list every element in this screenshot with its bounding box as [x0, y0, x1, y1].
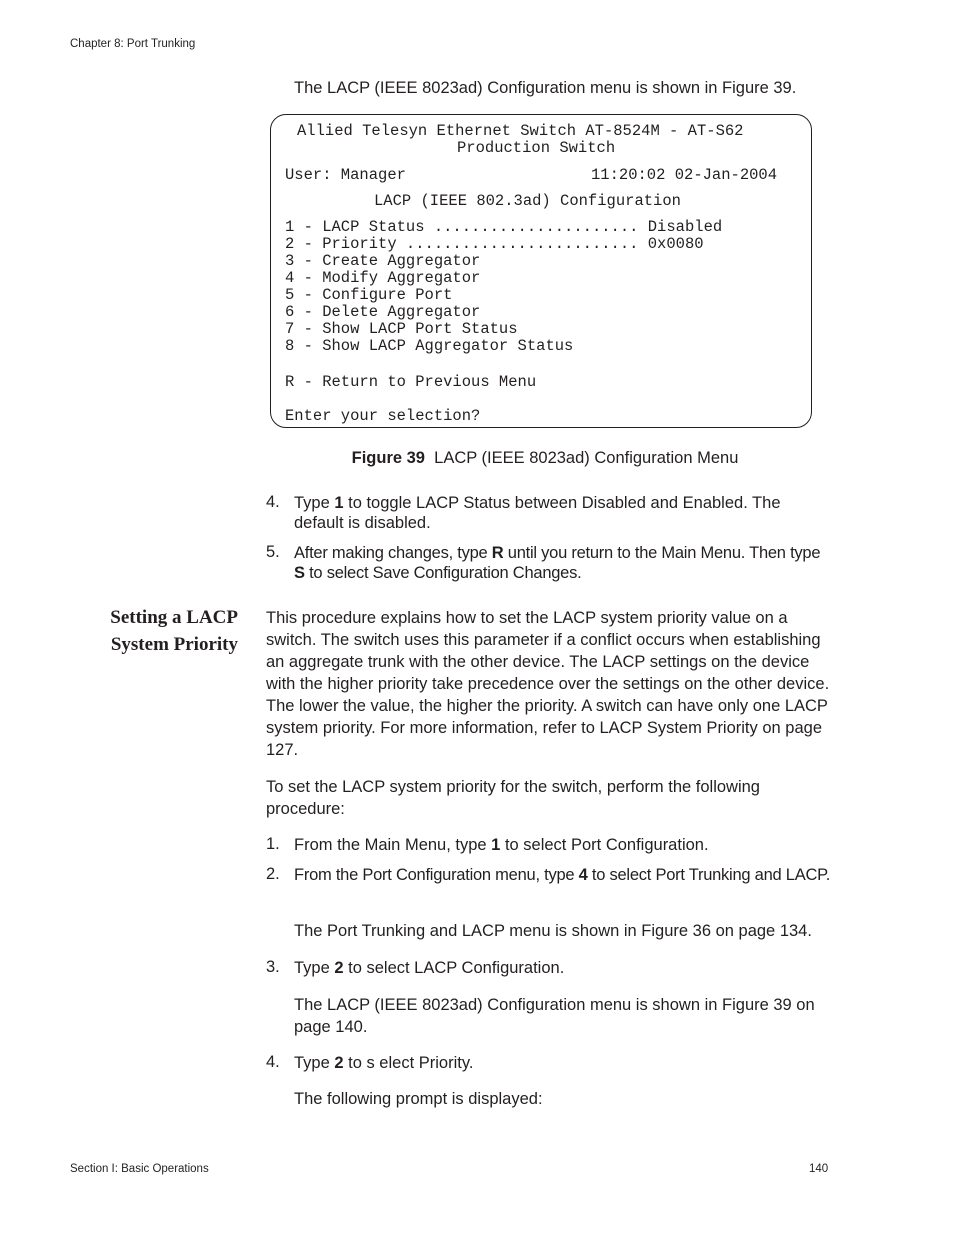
step-text: Type 1 to toggle LACP Status between Disabled and Enabled. The default is disabled. — [294, 494, 781, 532]
step-text: From the Port Configuration menu, type 4 to select Port Trunking and LACP. — [294, 866, 831, 884]
section-heading: Setting a LACP System Priority — [110, 607, 238, 655]
terminal-title-line1: Allied Telesyn Ethernet Switch AT-8524M - AT-S62 — [297, 122, 744, 140]
terminal-menu-item: 1 - LACP Status ...................... Disabled — [285, 218, 723, 236]
step-note: The LACP (IEEE 8023ad) Configuration menu is shown in Figure 39 on page 140. — [294, 996, 815, 1036]
terminal-screen — [270, 114, 812, 428]
terminal-datetime: 11:20:02 02-Jan-2004 — [591, 166, 778, 184]
step-number: 4. — [266, 1053, 280, 1071]
terminal-menu-item: 3 - Create Aggregator — [285, 252, 481, 270]
running-header: Chapter 8: Port Trunking — [70, 38, 196, 50]
terminal-menu-item: 5 - Configure Port — [285, 286, 453, 304]
step-note: The Port Trunking and LACP menu is shown in Figure 36 on page 134. — [294, 922, 812, 940]
step-text: Type 2 to select LACP Configuration. — [294, 959, 565, 977]
step-note: The following prompt is displayed: — [294, 1090, 543, 1108]
footer-section: Section I: Basic Operations — [70, 1163, 209, 1175]
terminal-menu-list — [285, 219, 722, 355]
terminal-return-item: R - Return to Previous Menu — [285, 373, 537, 391]
step-number: 4. — [266, 493, 280, 511]
step-text: From the Main Menu, type 1 to select Port Configuration. — [294, 836, 709, 854]
terminal-menu-item: 2 - Priority ......................... 0x0080 — [285, 235, 704, 253]
terminal-user: User: Manager — [285, 166, 406, 184]
step-number: 5. — [266, 543, 280, 561]
section-paragraph: This procedure explains how to set the LACP system priority value on a switch. The switch uses this parameter if a conflict occurs when establishing an aggregate trunk with the other device. The LACP settings on the device with the higher priority take precedence over the settings on the other device. The lower the value, the higher the priority. A switch can have only one LACP system priority. For more information, refer to LACP System Priority on page 127. — [266, 609, 830, 759]
figure-label: Figure 39 — [351, 449, 425, 467]
terminal-menu-title: LACP (IEEE 802.3ad) Configuration — [374, 192, 681, 210]
step-number: 2. — [266, 865, 280, 883]
terminal-menu-item: 4 - Modify Aggregator — [285, 269, 481, 287]
terminal-prompt: Enter your selection? — [285, 407, 481, 425]
page-number: 140 — [809, 1163, 829, 1175]
step-text: After making changes, type R until you return to the Main Menu. Then type S to select Save Configuration Changes. — [294, 544, 821, 582]
terminal-title-line2: Production Switch — [457, 139, 616, 157]
terminal-menu-item: 7 - Show LACP Port Status — [285, 320, 518, 338]
step-number: 1. — [266, 835, 280, 853]
step-number: 3. — [266, 958, 280, 976]
step-text: Type 2 to s elect Priority. — [294, 1054, 474, 1072]
figure-intro-text: The LACP (IEEE 8023ad) Configuration menu is shown in Figure 39. — [294, 79, 797, 97]
figure-title: LACP (IEEE 8023ad) Configuration Menu — [434, 449, 739, 467]
terminal-menu-item: 8 - Show LACP Aggregator Status — [285, 337, 574, 355]
section-paragraph: To set the LACP system priority for the switch, perform the following procedure: — [266, 778, 760, 818]
terminal-menu-item: 6 - Delete Aggregator — [285, 303, 481, 321]
figure-caption — [270, 449, 820, 468]
